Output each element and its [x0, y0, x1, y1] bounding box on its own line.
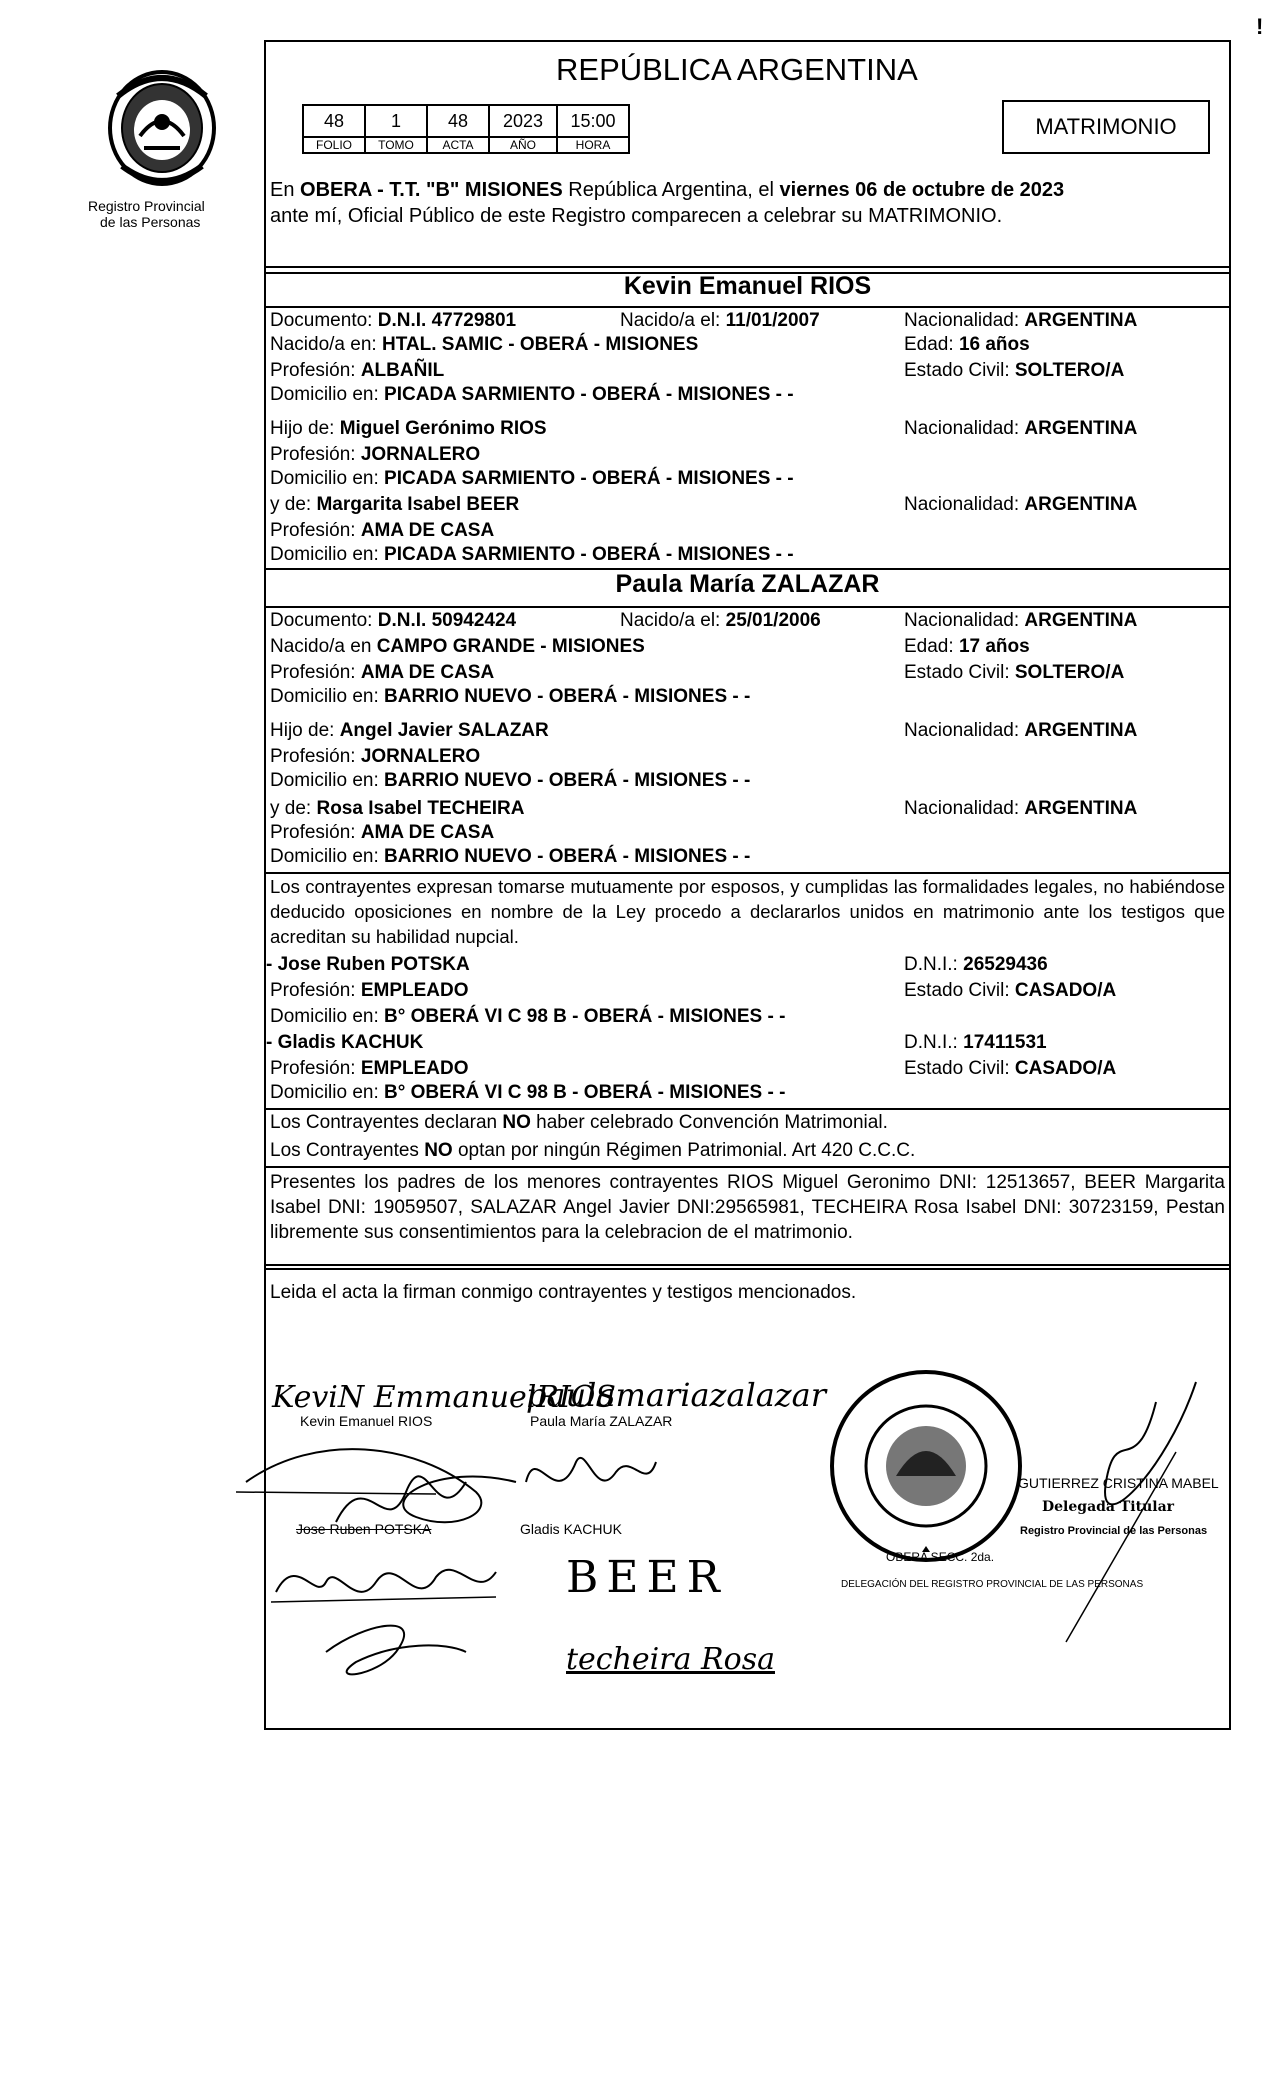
groom-padre: Hijo de: Miguel Gerónimo RIOS [270, 418, 547, 439]
bride-documento: Documento: D.N.I. 50942424 [270, 610, 517, 631]
groom-nacionalidad: Nacionalidad: ARGENTINA [904, 310, 1138, 331]
declaration-text: Los contrayentes expresan tomarse mutuamente por esposos, y cumplidas las formalidades legales, no habiéndose deducido oposiciones en nombre de la Ley procedo a declararlos unidos en matrimonio ante los testigos que acreditan su habilidad nupcial. [270, 876, 1225, 947]
registry-caption-1: Registro Provincial [88, 198, 205, 214]
parent-signature-beer: BEER [566, 1552, 728, 1603]
anio-label: AÑO [489, 137, 557, 153]
parent-signature-techeira: techeira Rosa [566, 1642, 775, 1677]
groom-edad: Edad: 16 años [904, 334, 1030, 355]
bride-name: Paula María ZALAZAR [615, 570, 880, 598]
stamp-bottom-text: OBERA SECC. 2da. [886, 1550, 995, 1564]
groom-documento: Documento: D.N.I. 47729801 [270, 310, 517, 331]
groom-nacido-el: Nacido/a el: 11/01/2007 [620, 310, 820, 331]
bride-madre-profesion: Profesión: AMA DE CASA [270, 822, 495, 843]
padres-note: Presentes los padres de los menores contrayentes RIOS Miguel Geronimo DNI: 12513657, BEER Margarita Isabel DNI: 19059507, SALAZAR Angel Javier DNI:29565981, TECHEIRA Rosa Isabel DNI: 30723159, Pestan libremente sus consentimientos para la celebracion de el matrimonio. [270, 1172, 1225, 1243]
closing-text: Leida el acta la firman conmigo contrayentes y testigos mencionados. [270, 1282, 857, 1303]
folio-table [302, 104, 650, 164]
bride-nacido-en: Nacido/a en CAMPO GRANDE - MISIONES [270, 636, 645, 657]
bride-estado: Estado Civil: SOLTERO/A [904, 662, 1125, 683]
groom-signature: KeviN EmmanuelRIOS [272, 1380, 616, 1415]
witness-1-domicilio: Domicilio en: B° OBERÁ VI C 98 B - OBERÁ - MISIONES - - [270, 1006, 786, 1027]
doc-type-box: MATRIMONIO [1002, 100, 1210, 154]
regimen-text: Los Contrayentes NO optan por ningún Régimen Patrimonial. Art 420 C.C.C. [270, 1140, 916, 1161]
groom-madre-profesion: Profesión: AMA DE CASA [270, 520, 495, 541]
bride-domicilio: Domicilio en: BARRIO NUEVO - OBERÁ - MISIONES - - [270, 686, 751, 707]
witness-1-profesion: Profesión: EMPLEADO [270, 980, 469, 1001]
witness-2-signature-caption: Gladis KACHUK [520, 1521, 622, 1537]
bride-signature-caption: Paula María ZALAZAR [530, 1413, 673, 1429]
groom-madre: y de: Margarita Isabel BEER [270, 494, 520, 515]
groom-estado: Estado Civil: SOLTERO/A [904, 360, 1125, 381]
stamp-ring-text: DELEGACIÓN DEL REGISTRO PROVINCIAL DE LAS PERSONAS [841, 1579, 1144, 1590]
official-stamp [826, 1366, 1026, 1566]
groom-profesion: Profesión: ALBAÑIL [270, 360, 445, 381]
bride-nacido-el: Nacido/a el: 25/01/2006 [620, 610, 821, 631]
page-title: REPÚBLICA ARGENTINA [556, 52, 918, 87]
parent-signature-rios [266, 1542, 506, 1692]
witness-1-dni: D.N.I.: 26529436 [904, 954, 1048, 975]
intro-line-2: ante mí, Oficial Público de este Registro comparecen a celebrar su MATRIMONIO. [270, 205, 1003, 227]
officer-name: GUTIERREZ CRISTINA MABEL [1018, 1475, 1219, 1491]
groom-madre-domicilio: Domicilio en: PICADA SARMIENTO - OBERÁ - MISIONES - - [270, 544, 794, 565]
groom-padre-domicilio: Domicilio en: PICADA SARMIENTO - OBERÁ - MISIONES - - [270, 468, 794, 489]
witness-1-signature-caption: Jose Ruben POTSKA [296, 1521, 432, 1537]
bride-profesion: Profesión: AMA DE CASA [270, 662, 495, 683]
witness-1-name: - Jose Ruben POTSKA [266, 954, 470, 975]
acta-value: 48 [427, 105, 489, 137]
convencion-text: Los Contrayentes declaran NO haber celebrado Convención Matrimonial. [270, 1112, 888, 1133]
tomo-label: TOMO [365, 137, 427, 153]
bride-madre-domicilio: Domicilio en: BARRIO NUEVO - OBERÁ - MISIONES - - [270, 846, 751, 867]
bride-edad: Edad: 17 años [904, 636, 1030, 657]
groom-nacido-en: Nacido/a en: HTAL. SAMIC - OBERÁ - MISIONES [270, 334, 699, 355]
witness-2-domicilio: Domicilio en: B° OBERÁ VI C 98 B - OBERÁ - MISIONES - - [270, 1082, 786, 1103]
registry-seal [104, 66, 220, 190]
tomo-value: 1 [365, 105, 427, 137]
witness-2-dni: D.N.I.: 17411531 [904, 1032, 1047, 1053]
groom-madre-nacionalidad: Nacionalidad: ARGENTINA [904, 494, 1138, 515]
bride-padre: Hijo de: Angel Javier SALAZAR [270, 720, 549, 741]
witness-2-name: - Gladis KACHUK [266, 1032, 424, 1053]
bride-madre: y de: Rosa Isabel TECHEIRA [270, 798, 525, 819]
bride-nacionalidad: Nacionalidad: ARGENTINA [904, 610, 1138, 631]
officer-title-1: Delegada Titular [1042, 1499, 1175, 1515]
groom-padre-nacionalidad: Nacionalidad: ARGENTINA [904, 418, 1138, 439]
witness-2-profesion: Profesión: EMPLEADO [270, 1058, 469, 1079]
groom-domicilio: Domicilio en: PICADA SARMIENTO - OBERÁ - MISIONES - - [270, 384, 794, 405]
bride-signature: paulamariazalazar [526, 1376, 826, 1414]
marriage-certificate [264, 40, 1231, 1730]
anio-value: 2023 [489, 105, 557, 137]
groom-signature-caption: Kevin Emanuel RIOS [300, 1413, 433, 1429]
groom-padre-profesion: Profesión: JORNALERO [270, 444, 481, 465]
hora-label: HORA [557, 137, 629, 153]
registry-caption-2: de las Personas [100, 214, 201, 230]
witness-2-estado: Estado Civil: CASADO/A [904, 1058, 1117, 1079]
groom-name: Kevin Emanuel RIOS [623, 272, 872, 300]
folio-label: FOLIO [303, 137, 365, 153]
bride-padre-nacionalidad: Nacionalidad: ARGENTINA [904, 720, 1138, 741]
intro-line-1: En OBERA - T.T. "B" MISIONES República Argentina, el viernes 06 de octubre de 2023 [270, 179, 1065, 201]
witness-1-estado: Estado Civil: CASADO/A [904, 980, 1117, 1001]
hora-value: 15:00 [557, 105, 629, 137]
edge-mark: ! [1256, 14, 1264, 39]
officer-signature [1026, 1362, 1226, 1662]
bride-padre-profesion: Profesión: JORNALERO [270, 746, 481, 767]
bride-madre-nacionalidad: Nacionalidad: ARGENTINA [904, 798, 1138, 819]
folio-value: 48 [303, 105, 365, 137]
officer-title-2: Registro Provincial de las Personas [1020, 1525, 1208, 1537]
bride-padre-domicilio: Domicilio en: BARRIO NUEVO - OBERÁ - MISIONES - - [270, 770, 751, 791]
acta-label: ACTA [427, 137, 489, 153]
